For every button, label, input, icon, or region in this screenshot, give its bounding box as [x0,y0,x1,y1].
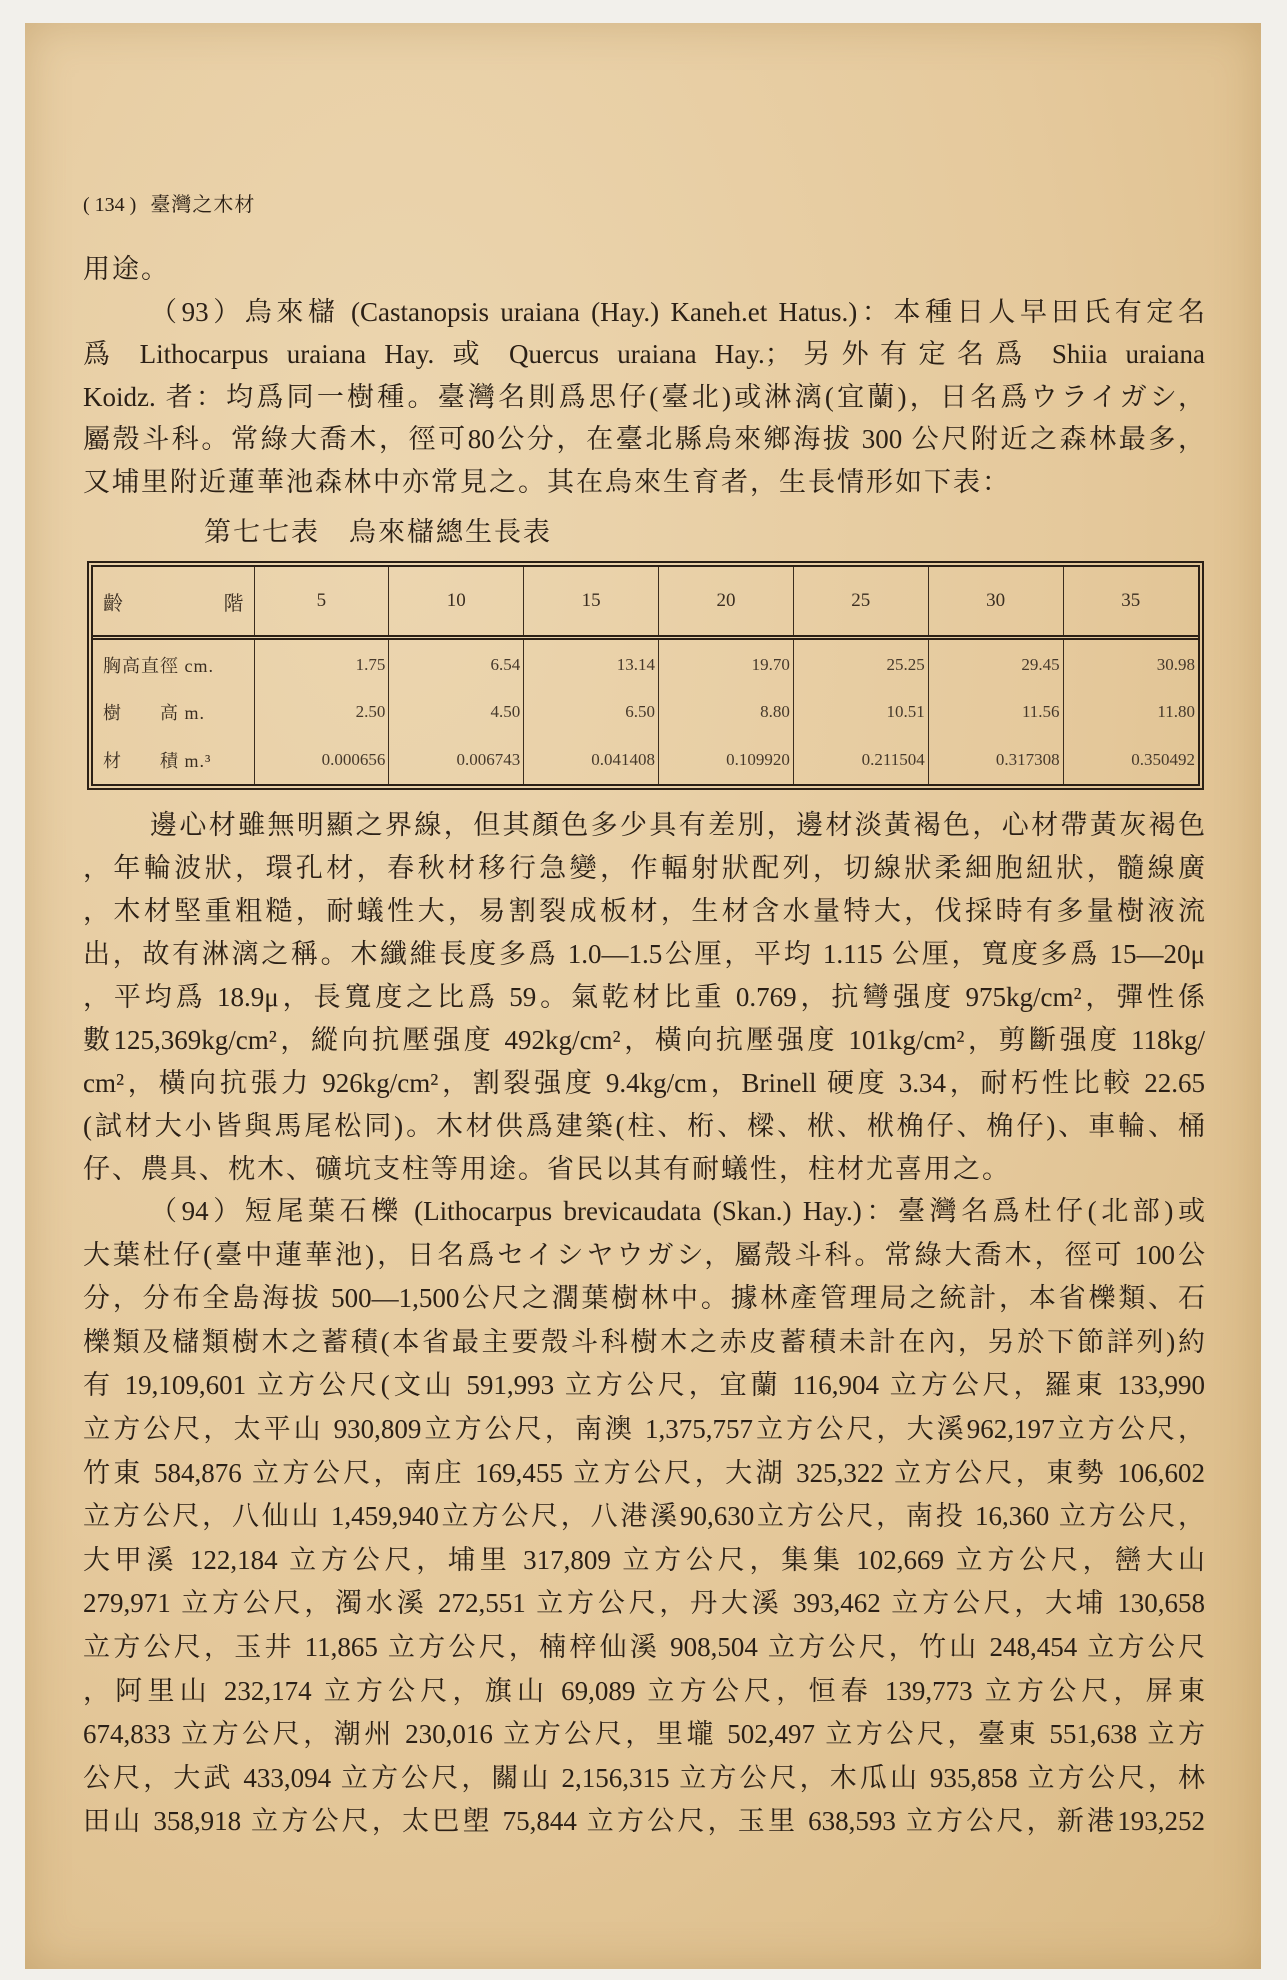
table-header-age: 30 [928,567,1063,638]
text-line: ，阿里山 232,174 立方公尺，旗山 69,089 立方公尺，恒春 139,773 立方公尺，屏東 [83,1675,1205,1706]
table-cell: 0.041408 [524,735,659,784]
page-number: ( 134 ) [83,194,137,216]
table-cell: 0.006743 [389,735,524,784]
table-header-age: 35 [1063,567,1198,638]
entry-93-description [83,248,1205,503]
table-cell: 0.317308 [928,735,1063,784]
text-line: 出，故有淋漓之稱。木纖維長度多爲 1.0—1.5公厘，平均 1.115 公厘，寬度多爲 15—20μ [83,939,1205,969]
table-cell: 11.56 [928,689,1063,735]
growth-table [87,561,1204,790]
table-cell: 19.70 [659,638,794,690]
text-line: 仔、農具、枕木、礦坑支柱等用途。省民以其有耐蟻性，柱材尤喜用之。 [83,1154,1011,1184]
text-line: (試材大小皆與馬尾松同)。木材供爲建築(柱、桁、樑、栿、栿桷仔、桷仔)、車輪、桶 [83,1111,1205,1141]
entry-94-description [83,1190,1205,1844]
table-header-age: 5 [254,567,389,638]
text-line: （94）短尾葉石櫟 (Lithocarpus brevicaudata (Skan.) Hay.)：臺灣名爲杜仔(北部)或 [150,1196,1205,1226]
table-cell: 6.50 [524,689,659,735]
text-line: 立方公尺，玉井 11,865 立方公尺，楠梓仙溪 908,504 立方公尺，竹山 248,454 立方公尺 [83,1631,1205,1662]
table-cell: 8.80 [659,689,794,735]
table-cell: 2.50 [254,689,389,735]
text-line: 公尺，大武 433,094 立方公尺，關山 2,156,315 立方公尺，木瓜山 935,858 立方公尺，林 [83,1762,1205,1793]
table-header-age: 10 [389,567,524,638]
entry-92-tail-line: 用途。 [83,254,170,284]
text-line: 分，分布全島海拔 500—1,500公尺之濶葉樹林中。據林產管理局之統計，本省櫟類、石 [83,1283,1205,1314]
growth-table-grid [93,567,1198,784]
text-line: 又埔里附近蓮華池森林中亦常見之。其在烏來生育者，生長情形如下表： [83,466,1011,497]
table-header-age: 20 [659,567,794,638]
text-line: 田山 358,918 立方公尺，太巴塱 75,844 立方公尺，玉里 638,593 立方公尺，新港193,252 [83,1806,1205,1837]
table-row [93,689,1198,735]
text-line: 屬殼斗科。常綠大喬木，徑可80公分，在臺北縣烏來鄉海拔 300 公尺附近之森林最多， [83,424,1205,454]
table-header-age: 15 [524,567,659,638]
table-header-row [93,567,1198,638]
text-line: 邊心材雖無明顯之界線，但其顏色多少具有差別，邊材淡黃褐色，心材帶黃灰褐色 [150,810,1205,840]
table-header-label: 齡 階 [93,567,254,638]
table-cell: 0.000656 [254,735,389,784]
table-header-age: 25 [793,567,928,638]
table-cell: 29.45 [928,638,1063,690]
text-line: 爲 Lithocarpus uraiana Hay. 或 Quercus uraiana Hay.；另外有定名爲 Shiia uraiana [83,339,1205,369]
text-line: 竹東 584,876 立方公尺，南庄 169,455 立方公尺，大湖 325,322 立方公尺，東勢 106,602 [83,1457,1205,1488]
text-line: 279,971 立方公尺，濁水溪 272,551 立方公尺，丹大溪 393,462 立方公尺，大埔 130,658 [83,1588,1205,1619]
text-line: 674,833 立方公尺，潮州 230,016 立方公尺，里壠 502,497 立方公尺，臺東 551,638 立方 [83,1719,1205,1750]
table-cell: 0.109920 [659,735,794,784]
text-line: ，年輪波狀，環孔材，春秋材移行急變，作輻射狀配列，切線狀柔細胞紐狀，髓線廣 [83,853,1205,883]
table-row [93,638,1198,690]
entry-93-wood-properties [83,804,1205,1191]
table-row-label: 材 積 m.³ [103,750,212,771]
book-title: 臺灣之木材 [150,194,256,216]
table-cell: 25.25 [793,638,928,690]
text-line: 大葉杜仔(臺中蓮華池)，日名爲セイシヤウガシ，屬殼斗科。常綠大喬木，徑可 100公 [83,1239,1205,1270]
table-row-label: 胸高直徑 cm. [103,655,214,676]
text-line: Koidz. 者：均爲同一樹種。臺灣名則爲思仔(臺北)或淋漓(宜蘭)，日名爲ウライガシ， [83,381,1205,412]
table-row [93,735,1198,784]
text-line: 櫟類及櫧類樹木之蓄積(本省最主要殼斗科樹木之赤皮蓄積未計在內，另於下節詳列)約 [83,1326,1205,1357]
running-head [83,192,255,218]
table-cell: 1.75 [254,638,389,690]
table-cell: 6.54 [389,638,524,690]
table-cell: 11.80 [1063,689,1198,735]
text-line: 立方公尺，八仙山 1,459,940立方公尺，八港溪90,630立方公尺，南投 16,360 立方公尺， [83,1501,1205,1532]
table-caption: 第七七表 烏來櫧總生長表 [204,517,552,547]
text-line: （93）烏來櫧 (Castanopsis uraiana (Hay.) Kaneh.et Hatus.)：本種日人早田氏有定名 [150,296,1205,327]
text-line: ，平均爲 18.9μ，長寬度之比爲 59。氣乾材比重 0.769，抗彎强度 975kg/cm²，彈性係 [83,982,1205,1012]
table-cell: 30.98 [1063,638,1198,690]
table-cell: 4.50 [389,689,524,735]
table-cell: 0.211504 [793,735,928,784]
text-line: cm²，橫向抗張力 926kg/cm²，割裂强度 9.4kg/cm，Brinell 硬度 3.34，耐朽性比較 22.65 [83,1068,1205,1098]
text-line: 有 19,109,601 立方公尺(文山 591,993 立方公尺，宜蘭 116,904 立方公尺，羅東 133,990 [83,1370,1205,1401]
text-line: 立方公尺，太平山 930,809立方公尺，南澳 1,375,757立方公尺，大溪962,197立方公尺， [83,1413,1205,1444]
table-cell: 13.14 [524,638,659,690]
text-line: ，木材堅重粗糙，耐蟻性大，易割裂成板材，生材含水量特大，伐採時有多量樹液流 [83,896,1205,926]
table-row-label: 樹 高 m. [103,703,206,723]
text-line: 數125,369kg/cm²，縱向抗壓强度 492kg/cm²，橫向抗壓强度 101kg/cm²，剪斷强度 118kg/ [83,1025,1205,1055]
table-cell: 10.51 [793,689,928,735]
table-cell: 0.350492 [1063,735,1198,784]
text-line: 大甲溪 122,184 立方公尺，埔里 317,809 立方公尺，集集 102,669 立方公尺，巒大山 [83,1544,1205,1575]
